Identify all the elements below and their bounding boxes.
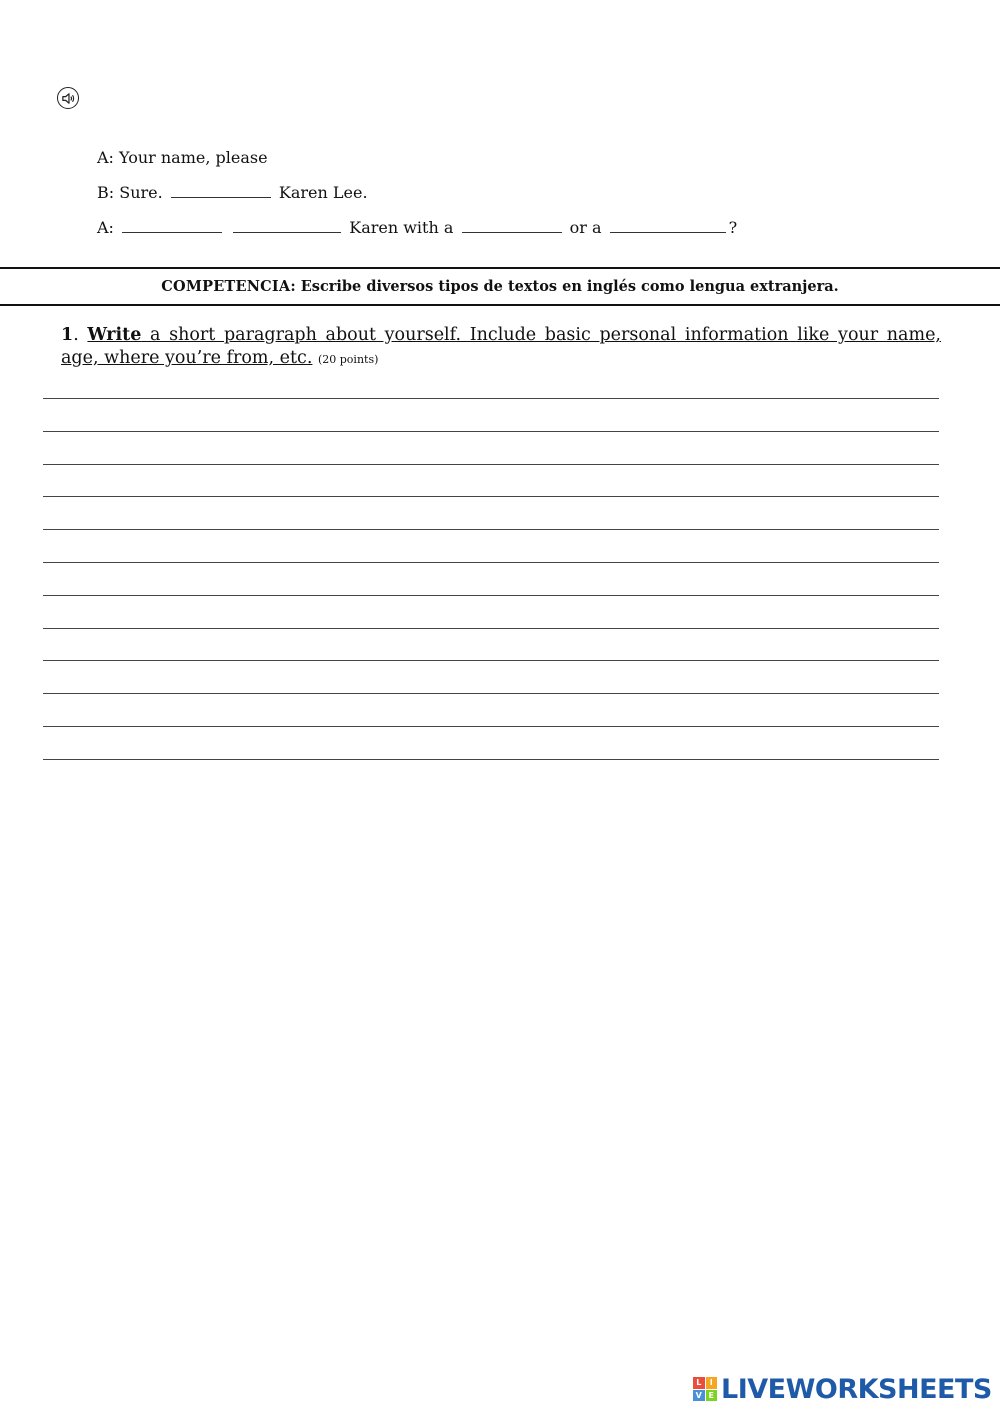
dialog-line-2-suffix: Karen Lee. <box>278 183 368 202</box>
answer-blank-1[interactable] <box>171 183 271 198</box>
answer-line[interactable] <box>43 660 939 661</box>
answer-line[interactable] <box>43 693 939 694</box>
answer-line[interactable] <box>43 595 939 596</box>
answer-line[interactable] <box>43 398 939 399</box>
task-verb: Write <box>87 325 142 345</box>
answer-line[interactable] <box>43 759 939 760</box>
task-instruction: 1. Write a short paragraph about yourself. Include basic personal information like your name, age, where you’re from, etc. (20 points) <box>61 325 941 368</box>
competencia-text: : Escribe diversos tipos de textos en inglés como lengua extranjera. <box>290 278 839 295</box>
answer-line[interactable] <box>43 562 939 563</box>
brand-mark-letter: L <box>693 1377 705 1389</box>
answer-line[interactable] <box>43 496 939 497</box>
competencia-banner <box>0 278 1000 295</box>
dialog-line-3-or: or a <box>569 218 602 237</box>
brand-name: LIVEWORKSHEETS <box>721 1373 992 1405</box>
dialog-line-2 <box>97 183 368 203</box>
answer-line[interactable] <box>43 726 939 727</box>
answer-line[interactable] <box>43 529 939 530</box>
brand-mark-letter: V <box>693 1390 705 1402</box>
section-divider-top <box>0 267 1000 269</box>
dialog-line-3 <box>97 218 737 238</box>
dialog-line-3-mid: Karen with a <box>349 218 454 237</box>
brand-mark-letter: E <box>706 1390 718 1402</box>
speaker-icon <box>61 91 76 106</box>
competencia-label: COMPETENCIA <box>161 278 291 295</box>
dialog-line-3-end: ? <box>728 218 738 237</box>
brand-logo-mark <box>693 1377 717 1401</box>
answer-line[interactable] <box>43 431 939 432</box>
answer-blank-4[interactable] <box>462 218 562 233</box>
answer-blank-5[interactable] <box>610 218 726 233</box>
task-number: 1 <box>61 325 74 345</box>
answer-line[interactable] <box>43 464 939 465</box>
dialog-line-2-prefix: B: Sure. <box>97 183 163 202</box>
section-divider-bottom <box>0 304 1000 306</box>
answer-blank-2[interactable] <box>122 218 222 233</box>
dialog-line-1-text: A: Your name, please <box>97 148 268 167</box>
task-points: (20 points) <box>317 353 379 366</box>
brand-logo <box>693 1375 992 1403</box>
answer-blank-3[interactable] <box>233 218 341 233</box>
brand-mark-letter: I <box>706 1377 718 1389</box>
task-instruction-text: a short paragraph about yourself. Include basic personal information like your name, age, where you’re from, etc. <box>61 325 941 368</box>
dialog-line-3-prefix: A: <box>97 218 114 237</box>
dialog-line-1 <box>97 148 268 168</box>
answer-line[interactable] <box>43 628 939 629</box>
audio-play-button[interactable] <box>57 87 79 109</box>
